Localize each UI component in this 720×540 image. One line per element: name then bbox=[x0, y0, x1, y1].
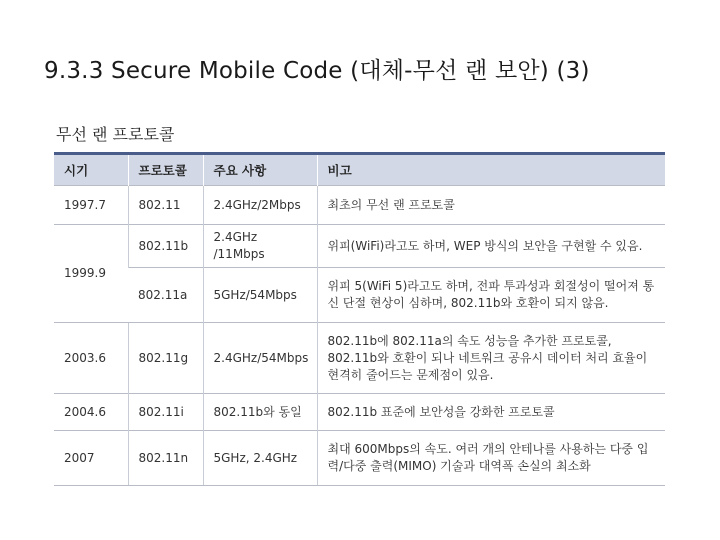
slide-title: 9.3.3 Secure Mobile Code (대체-무선 랜 보안) (3) bbox=[44, 58, 590, 84]
cell-period: 1999.9 bbox=[54, 225, 128, 323]
table-header-row bbox=[54, 154, 665, 186]
cell-spec: 2.4GHz/2Mbps bbox=[203, 186, 317, 225]
cell-period: 1997.7 bbox=[54, 186, 128, 225]
cell-spec: 802.11b와 동일 bbox=[203, 394, 317, 431]
protocol-table-container bbox=[54, 152, 665, 486]
cell-note: 최초의 무선 랜 프로토콜 bbox=[317, 186, 665, 225]
cell-note: 802.11b 표준에 보안성을 강화한 프로토콜 bbox=[317, 394, 665, 431]
table-row bbox=[54, 394, 665, 431]
wireless-lan-protocol-table bbox=[54, 152, 665, 486]
cell-note: 최대 600Mbps의 속도. 여러 개의 안테나를 사용하는 다중 입력/다중 출력(MIMO) 기술과 대역폭 손실의 최소화 bbox=[317, 431, 665, 486]
cell-protocol: 802.11a bbox=[128, 268, 203, 323]
cell-spec: 5GHz/54Mbps bbox=[203, 268, 317, 323]
cell-spec: 2.4GHz /11Mbps bbox=[203, 225, 317, 268]
header-main-spec: 주요 사항 bbox=[203, 154, 317, 186]
cell-note: 802.11b에 802.11a의 속도 성능을 추가한 프로토콜, 802.11b와 호환이 되나 네트워크 공유시 데이터 처리 효율이 현격히 줄어드는 문제점이 있음. bbox=[317, 323, 665, 394]
cell-protocol: 802.11b bbox=[128, 225, 203, 268]
table-row bbox=[54, 431, 665, 486]
cell-protocol: 802.11i bbox=[128, 394, 203, 431]
table-row bbox=[54, 186, 665, 225]
cell-spec: 2.4GHz/54Mbps bbox=[203, 323, 317, 394]
table-caption: 무선 랜 프로토콜 bbox=[56, 125, 175, 144]
cell-protocol: 802.11g bbox=[128, 323, 203, 394]
header-protocol: 프로토콜 bbox=[128, 154, 203, 186]
cell-note: 위피(WiFi)라고도 하며, WEP 방식의 보안을 구현할 수 있음. bbox=[317, 225, 665, 268]
cell-period: 2004.6 bbox=[54, 394, 128, 431]
table-row bbox=[54, 268, 665, 323]
cell-protocol: 802.11n bbox=[128, 431, 203, 486]
cell-note: 위피 5(WiFi 5)라고도 하며, 전파 투과성과 회절성이 떨어져 통신 단절 현상이 심하며, 802.11b와 호환이 되지 않음. bbox=[317, 268, 665, 323]
header-period: 시기 bbox=[64, 163, 89, 178]
cell-period: 2007 bbox=[54, 431, 128, 486]
cell-spec: 5GHz, 2.4GHz bbox=[203, 431, 317, 486]
cell-period: 2003.6 bbox=[54, 323, 128, 394]
cell-protocol: 802.11 bbox=[128, 186, 203, 225]
table-row bbox=[54, 225, 665, 268]
table-row bbox=[54, 323, 665, 394]
header-note: 비고 bbox=[317, 154, 665, 186]
